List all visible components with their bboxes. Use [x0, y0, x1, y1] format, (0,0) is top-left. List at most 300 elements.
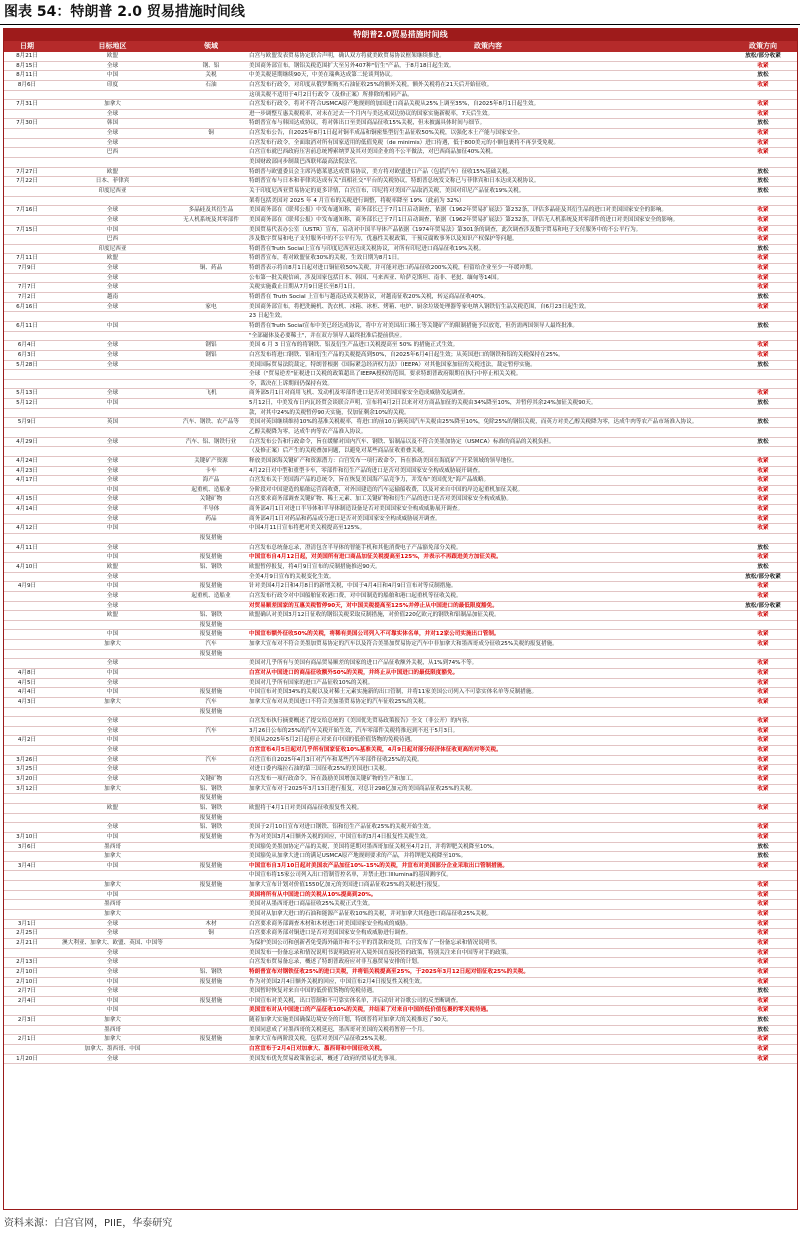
row-direction: 收紧	[757, 766, 769, 773]
table-row	[4, 409, 797, 419]
row-field	[175, 274, 247, 283]
row-field	[175, 852, 247, 861]
row-content: 美国对英国继续维持10%的基准关税税率，将进口的前10万辆英国汽车关税由25%降至10%，免除25%的钢铝关税，而英方对美乙醇关税降为零，达成牛肉等农产品市场准入协议。	[249, 419, 698, 426]
row-region: 英国	[106, 419, 119, 426]
row-date: 3月12日	[16, 785, 38, 792]
table-row	[4, 52, 797, 62]
table-row	[4, 640, 797, 650]
row-region: 全球	[106, 920, 119, 927]
table-row	[4, 814, 797, 824]
row-direction: 收紧	[757, 303, 769, 310]
row-direction	[729, 814, 797, 823]
row-region: 加拿大	[104, 1036, 121, 1043]
row-field: 报复措施	[199, 833, 223, 840]
row-date	[4, 332, 50, 341]
row-region: 全球	[106, 602, 119, 609]
row-date: 7月9日	[17, 265, 37, 272]
row-field	[175, 602, 247, 611]
row-field: 汽车	[205, 727, 217, 734]
row-field: 药品	[205, 515, 217, 522]
row-date: 7月22日	[16, 178, 38, 185]
row-content	[247, 708, 729, 717]
row-field: 无人机系统及其零部件	[183, 216, 239, 223]
table-row	[4, 746, 797, 756]
row-direction: 收紧	[757, 284, 769, 291]
table-row	[4, 862, 797, 872]
table-row	[4, 602, 797, 612]
row-date	[4, 891, 50, 900]
row-date	[4, 949, 50, 958]
row-date	[4, 708, 50, 717]
row-date: 2月13日	[16, 959, 38, 966]
row-date	[4, 852, 50, 861]
table-row	[4, 428, 797, 438]
row-date: 2月4日	[17, 997, 37, 1004]
table-row	[4, 679, 797, 689]
row-region: 加拿大	[104, 785, 121, 792]
row-direction: 收紧	[757, 698, 769, 705]
row-field: 多晶硅及其衍生品	[188, 207, 234, 214]
row-direction: 收紧	[757, 930, 769, 937]
row-field: 起重机、造船业	[191, 592, 231, 599]
row-date: 4月29日	[16, 438, 38, 445]
table-row	[4, 1026, 797, 1036]
row-field: 飞机	[205, 390, 217, 397]
row-date: 3月6日	[17, 843, 37, 850]
row-direction: 收紧	[757, 660, 769, 667]
row-direction: 收紧	[757, 525, 769, 532]
row-direction	[729, 197, 797, 206]
row-region: 欧盟	[106, 255, 119, 262]
row-date: 4月10日	[16, 563, 38, 570]
row-region: 日本、菲律宾	[95, 178, 130, 185]
table-title: 特朗普2.0贸易措施时间线	[4, 29, 797, 41]
row-date: 4月14日	[16, 506, 38, 513]
row-content: 美国对几乎所有国家的进口产品征收10%的关税。	[249, 679, 374, 686]
row-date	[4, 515, 50, 524]
table-row	[4, 370, 797, 380]
row-direction: 放松	[757, 419, 769, 426]
row-date	[4, 148, 50, 157]
row-field: 报复措施	[199, 535, 223, 542]
row-content: 白宫发布行政令，全面取消对所有国家适用的低值免税（de minimis）进口待遇，低于800美元的小额包裹将不再享受免税。	[249, 139, 559, 146]
table-row	[4, 100, 797, 110]
row-direction: 收紧	[757, 833, 769, 840]
table-row	[4, 669, 797, 679]
row-direction: 收紧	[757, 756, 769, 763]
row-direction: 收紧	[757, 882, 769, 889]
row-date	[4, 727, 50, 736]
row-direction: 收紧	[757, 506, 769, 513]
row-content: 公布第一批关税信函，涉及国家包括日本、韩国、马来西亚、哈萨克斯坦、南非、老挝、缅甸等14国。	[249, 274, 503, 281]
table-row	[4, 245, 797, 255]
row-region: 印度尼西亚	[98, 245, 127, 252]
row-date: 3月1日	[17, 920, 37, 927]
row-region: 全球	[106, 506, 119, 513]
row-region: 澳大利亚、加拿大、欧盟、英国、中国等	[62, 939, 163, 946]
row-content: 美国豁免美墨加协定产品的关税，美国将延期对墨西哥加征关税至4月2日，并将钾肥关税降至10%。	[249, 843, 498, 850]
table-row	[4, 823, 797, 833]
table-row	[4, 303, 797, 313]
row-field	[175, 119, 247, 128]
row-direction: 收紧	[757, 390, 769, 397]
row-region: 全球	[106, 139, 119, 146]
row-direction: 收紧	[757, 901, 769, 908]
table-row	[4, 254, 797, 264]
row-region: 中国	[106, 670, 119, 676]
table-row	[4, 881, 797, 891]
row-field	[175, 361, 247, 370]
row-content: 中国宣布自3月10日起对美国农产品加征10%-15%的关税，并宣布对美国部分企业采取出口管制措施。	[249, 862, 508, 869]
row-field: 汽车、铝、钢铁行业	[185, 438, 237, 445]
row-date	[4, 630, 50, 639]
row-region: 加拿大	[104, 698, 121, 705]
row-field	[175, 659, 247, 668]
row-date	[4, 621, 50, 630]
table-row	[4, 139, 797, 149]
row-content: 美国财政部同步制裁巴西联邦最高法院法官。	[249, 159, 361, 166]
row-region: 欧盟	[106, 563, 119, 570]
row-direction: 收紧	[757, 911, 769, 918]
table-row	[4, 197, 797, 207]
row-region: 中国	[106, 689, 119, 696]
row-region	[50, 650, 175, 659]
row-direction: 放松	[757, 168, 769, 175]
row-field	[175, 139, 247, 148]
row-direction: 收紧	[757, 737, 769, 744]
row-date	[4, 380, 50, 389]
row-direction: 收紧	[757, 891, 769, 898]
row-direction: 收紧	[757, 139, 769, 146]
row-region	[50, 312, 175, 321]
row-direction: 收紧	[757, 477, 769, 484]
row-region: 全球	[106, 930, 119, 937]
row-direction: 放松	[757, 544, 769, 551]
row-direction: 收紧	[757, 978, 769, 985]
row-date: 7月15日	[16, 226, 38, 233]
row-date: 6月4日	[17, 342, 37, 349]
table-row	[4, 804, 797, 814]
row-date: 7月27日	[16, 168, 38, 175]
row-content: 美国同意成了对墨西哥的关税延迟，墨西哥对美国的关税将暂停一个月。	[249, 1026, 429, 1033]
row-date: 8月15日	[16, 62, 38, 69]
table-row	[4, 274, 797, 284]
row-region: 全球	[106, 573, 119, 580]
row-direction: 收紧	[757, 1036, 769, 1043]
table-row	[4, 312, 797, 322]
row-field: 铝、钢铁	[199, 804, 223, 811]
row-region: 全球	[106, 679, 119, 686]
row-region: 全球	[106, 351, 119, 358]
row-region: 全球	[106, 342, 119, 349]
row-field: 钢铝	[205, 342, 217, 349]
row-region: 全球	[106, 959, 119, 966]
row-direction	[729, 428, 797, 437]
row-content: 随着加拿大实施美国确保边境安全的计划，特朗普将对加拿大的关税推迟了30天。	[249, 1017, 452, 1024]
row-content: 特朗普在 Truth Social 上宣布与越南达成关税协议，对越南征收20%关税，转运商品征收40%。	[249, 294, 489, 301]
row-field: 报复措施	[199, 631, 223, 638]
table-row	[4, 447, 797, 457]
row-date	[4, 245, 50, 254]
row-content: 欧盟确认对美国3月12日征收的钢铝关税采取反制措施，对价值220亿欧元的钢铁和铝制品加征关税。	[249, 612, 500, 619]
row-content: 白宫宣布4月5日起对几乎所有国家征收10%基准关税，4月9日起对部分经济体征收更高的对等关税。	[249, 747, 502, 754]
row-direction: 收紧	[757, 968, 769, 975]
row-direction: 收紧	[757, 631, 769, 638]
timeline-table	[3, 28, 798, 1210]
row-date: 4月5日	[17, 679, 37, 686]
row-content: 白宫要求商务部调查关键矿物、稀土元素、加工关键矿物和衍生产品的进口是否对美国国家安全构成威胁。	[249, 496, 512, 503]
row-content: 关于印度尼西亚贸易协定的更多详情，白宫宣布，印尼将对美国产品取消关税，美国对印尼产品征收19%关税。	[249, 187, 525, 194]
row-date	[4, 486, 50, 495]
row-direction: 收紧	[757, 149, 769, 156]
row-content: 美国商务部宣布，将把洗碗机、洗衣机、冰箱、冰柜、烤箱、电炉、厨余垃圾处理器等家电纳入钢铁衍生品关税范围，自6月23日起生效。	[249, 303, 590, 310]
row-direction: 收紧	[757, 265, 769, 272]
row-field	[175, 891, 247, 900]
row-date: 4月2日	[17, 737, 37, 744]
row-date	[4, 216, 50, 225]
table-row	[4, 81, 797, 91]
row-field	[175, 187, 247, 196]
row-region: 加拿大	[104, 853, 121, 860]
row-direction: 收紧	[757, 342, 769, 349]
row-content: 美国对从加拿大进口的石油和能源产品征收10%的关税，并对加拿大其他进口商品征收25%关税。	[249, 911, 493, 918]
row-region: 巴西	[106, 149, 119, 156]
row-content: 加拿大宣布对于2025年3月13日进行报复，对总计298亿加元的美国商品征收25%的关税。	[249, 785, 477, 792]
row-direction: 放松/部分收紧	[745, 53, 781, 59]
row-content: 白宫发布总统备忘录，澄清包含半导体的智能手机和其他消费电子产品豁免部分关税。	[249, 544, 462, 551]
table-row	[4, 515, 797, 525]
row-content: 美国宣布对从中国进口的产品征收10%的关税，并结束了对来自中国的低价值包裹的零关税待遇。	[249, 1007, 492, 1014]
row-region: 中国	[106, 631, 119, 638]
row-direction: 收紧	[757, 101, 769, 108]
row-content: 作为对美国2月4日额外关税的回应，中国宣布2月4日报复性关税生效。	[249, 978, 426, 985]
row-field	[175, 312, 247, 321]
row-region: 全球	[106, 284, 119, 291]
row-region: 全球	[106, 660, 119, 667]
row-field	[175, 573, 247, 582]
row-field	[175, 765, 247, 774]
row-field: 起重机、造船业	[191, 486, 231, 493]
row-region: 全球	[106, 130, 119, 137]
row-direction: 收紧	[757, 959, 769, 966]
row-field: 关键矿物	[199, 776, 223, 783]
row-field	[175, 447, 247, 456]
row-content: 白宫发布行政令，对印度从俄罗斯购买石油征收25%的额外关税。额外关税将在21天后开始征收。	[249, 81, 493, 88]
row-content: 中国宣布对美关税，出口管制和不可靠实体名单，并启动针对谷歌公司的反垄断调查。	[249, 997, 462, 1004]
row-direction	[729, 91, 797, 100]
row-date	[4, 823, 50, 832]
row-field: 半导体	[202, 506, 220, 513]
row-region	[50, 534, 175, 543]
table-row	[4, 457, 797, 467]
row-date: 4月8日	[17, 670, 37, 676]
row-field: 海产品	[202, 477, 220, 484]
row-content: 特朗普表示将自8月1日起对进口铜征收50%关税，并可能对进口药品征收200%关税，但留给企业至少一年缓冲期。	[249, 265, 537, 272]
row-direction	[729, 534, 797, 543]
source-note: 资料来源：白宫官网，PIIE，华泰研究	[4, 1218, 173, 1229]
row-region: 中国	[106, 322, 119, 329]
table-row	[4, 871, 797, 881]
row-direction: 收紧	[757, 351, 769, 358]
row-field	[175, 168, 247, 177]
row-date	[4, 1045, 50, 1054]
row-field	[175, 148, 247, 157]
row-field: 铜、药品	[199, 265, 223, 272]
row-direction: 收紧	[757, 592, 769, 599]
row-date	[4, 553, 50, 562]
row-field	[175, 332, 247, 341]
row-direction: 收紧	[757, 689, 769, 696]
row-region	[50, 794, 175, 803]
row-field: 报复措施	[199, 554, 223, 561]
row-region: 全球	[106, 592, 119, 599]
table-row	[4, 688, 797, 698]
row-field: 关键矿物	[199, 496, 223, 503]
row-direction: 放松	[757, 438, 769, 445]
row-direction: 放松	[757, 187, 769, 194]
table-row	[4, 736, 797, 746]
row-direction: 放松	[757, 245, 769, 252]
table-row	[4, 775, 797, 785]
row-content: 令，裁决在上诉期间仍保持有效。	[249, 380, 333, 387]
row-content: 白宫与欧盟发表贸易协定联合声明，确认双方将就美欧贸易协议框架继续推进。	[249, 53, 445, 59]
table-row	[4, 1006, 797, 1016]
row-date: 2月25日	[16, 930, 38, 937]
row-content: 款，对其中24%的关税暂停90天实施，仅加征剩余10%的关税。	[249, 409, 410, 416]
row-date: 4月17日	[16, 477, 38, 484]
table-row	[4, 978, 797, 988]
table-row	[4, 573, 797, 583]
header-direction: 政策方向	[749, 42, 777, 50]
row-content: 中国宣布额外征收50%的关税，将稀有美国公司列入不可靠实体名单，并对12家公司实施出口管制。	[249, 631, 500, 638]
row-field	[175, 52, 247, 61]
table-row	[4, 592, 797, 602]
row-content: 白宫发布贸易备忘录，概述了特朗普政府应对非互惠贸易安排的计划。	[249, 959, 423, 966]
row-field	[175, 322, 247, 331]
row-direction: 放松	[757, 988, 769, 995]
row-content: 特朗普宣布与韩国达成协议，将对韩出口至美国商品征收15%关税，但未披露具体时间与细节。	[249, 120, 486, 127]
row-content: 进一步调整互惠关税税率，对未在过去一个月内与美达成双边协议的国家实施新税率，7天后生效。	[249, 110, 494, 117]
table-row	[4, 920, 797, 930]
table-row	[4, 727, 797, 737]
row-region	[50, 158, 175, 167]
row-date: 6月3日	[17, 351, 37, 358]
row-region	[50, 708, 175, 717]
row-region	[50, 409, 175, 418]
row-date: 4月15日	[16, 496, 38, 503]
table-row	[4, 148, 797, 158]
row-content: 全球（"贸易逆差"征税进口关税的政策超出了IEEPA授权的范围。要求特朗普政府限期在执行中停止相关关税。	[249, 371, 522, 378]
row-content: 美国于2月10日宣布对进口钢铁、铝和衍生产品征收25%的关税开始生效。	[249, 824, 435, 831]
row-date	[4, 534, 50, 543]
row-region: 中国	[106, 400, 119, 407]
header-date: 日期	[20, 42, 34, 50]
row-date: 2月1日	[17, 1036, 37, 1043]
row-date: 7月31日	[16, 101, 38, 108]
row-date	[4, 274, 50, 283]
row-direction: 收紧	[757, 939, 769, 946]
table-row	[4, 611, 797, 621]
row-region: 加拿大	[104, 911, 121, 918]
row-direction: 放松	[757, 853, 769, 860]
row-field	[175, 679, 247, 688]
row-region	[50, 621, 175, 630]
row-field	[175, 245, 247, 254]
row-field: 报复措施	[199, 862, 223, 869]
row-content: 分阶段对中国建造的船舶运营商收费，对外国建造的汽车运输船收费，以及对来自中国的岸边起重机加征关税。	[249, 486, 524, 493]
row-date: 4月9日	[17, 583, 37, 590]
row-content: 欧盟将于4月1日对美国商品征收报复性关税。	[249, 804, 363, 811]
row-content	[247, 621, 729, 630]
row-field: 关税	[205, 72, 217, 79]
row-region: 印度尼西亚	[98, 187, 127, 194]
row-direction: 收紧	[757, 747, 769, 754]
row-field: 木材	[205, 920, 217, 927]
table-header	[4, 41, 797, 52]
table-row	[4, 91, 797, 101]
table-row	[4, 62, 797, 72]
row-field	[175, 409, 247, 418]
row-direction: 放松	[757, 400, 769, 407]
row-date	[4, 428, 50, 437]
row-date: 5月28日	[16, 361, 38, 368]
row-content	[247, 814, 729, 823]
row-field	[175, 987, 247, 996]
row-field: 铝、钢铁	[199, 968, 223, 975]
row-region: 中国	[106, 525, 119, 532]
row-date: 2月10日	[16, 968, 38, 975]
row-field: 关键矿产资源	[194, 457, 228, 464]
row-content: 5月12日，中美发布日内瓦经贸会谈联合声明，宣布将4月2日以来对对方商品加征的关税由34%降至10%，并暂停其余24%加征关税90天。	[249, 400, 597, 407]
row-content: 白宫要求商务部调查木材和木材进口对美国国家安全构成的威胁。	[249, 920, 412, 927]
row-region: 全球	[106, 949, 119, 956]
row-content: 加拿大宣布计划对价值1550亿加元的美国进口商品征收25%的关税进行报复。	[249, 882, 444, 889]
table-row	[4, 708, 797, 718]
row-content: 白宫宣布就巴西政府压害前总统博索纳罗及其对美国企业的不公平做法，对巴西商品加征40%关税。	[249, 149, 497, 156]
row-content: 特朗普宣布，将对欧盟征收30%的关税，生效日期为8月1日。	[249, 255, 403, 262]
table-row	[4, 650, 797, 660]
row-date: 3月10日	[16, 833, 38, 840]
row-field	[175, 544, 247, 553]
table-row	[4, 900, 797, 910]
table-row	[4, 322, 797, 332]
row-direction: 收紧	[757, 216, 769, 223]
table-row	[4, 71, 797, 81]
row-content: 对进口委内瑞拉石油的第三国征收25%的美国进口关税。	[249, 766, 391, 773]
row-direction: 收紧	[757, 515, 769, 522]
row-field: 石油	[205, 81, 217, 88]
row-content: 欧盟暂停报复，将4月9日宣布的反制措施推迟90天。	[249, 563, 381, 570]
row-direction: 收紧	[757, 554, 769, 561]
row-content: 关税实施截止日期从7月9日延长至8月1日。	[249, 284, 359, 291]
row-field: 汽车	[205, 641, 217, 648]
row-field: 报复措施	[199, 814, 223, 821]
row-date	[4, 794, 50, 803]
row-region: 中国	[106, 72, 119, 79]
row-field	[175, 717, 247, 726]
row-direction: 收紧	[757, 641, 769, 648]
row-content: "全部磁体及必要稀土"，并在双方领导人最终批准后提前供应。	[249, 332, 406, 339]
row-date: 7月7日	[17, 284, 37, 291]
row-field	[175, 843, 247, 852]
row-field: 汽车、钢铁、农产品等	[183, 419, 239, 426]
row-date	[4, 370, 50, 379]
row-date: 5月13日	[16, 390, 38, 397]
header-field: 领域	[204, 42, 218, 50]
row-region: 全球	[106, 62, 119, 69]
row-direction: 收紧	[757, 949, 769, 956]
row-region	[50, 871, 175, 880]
